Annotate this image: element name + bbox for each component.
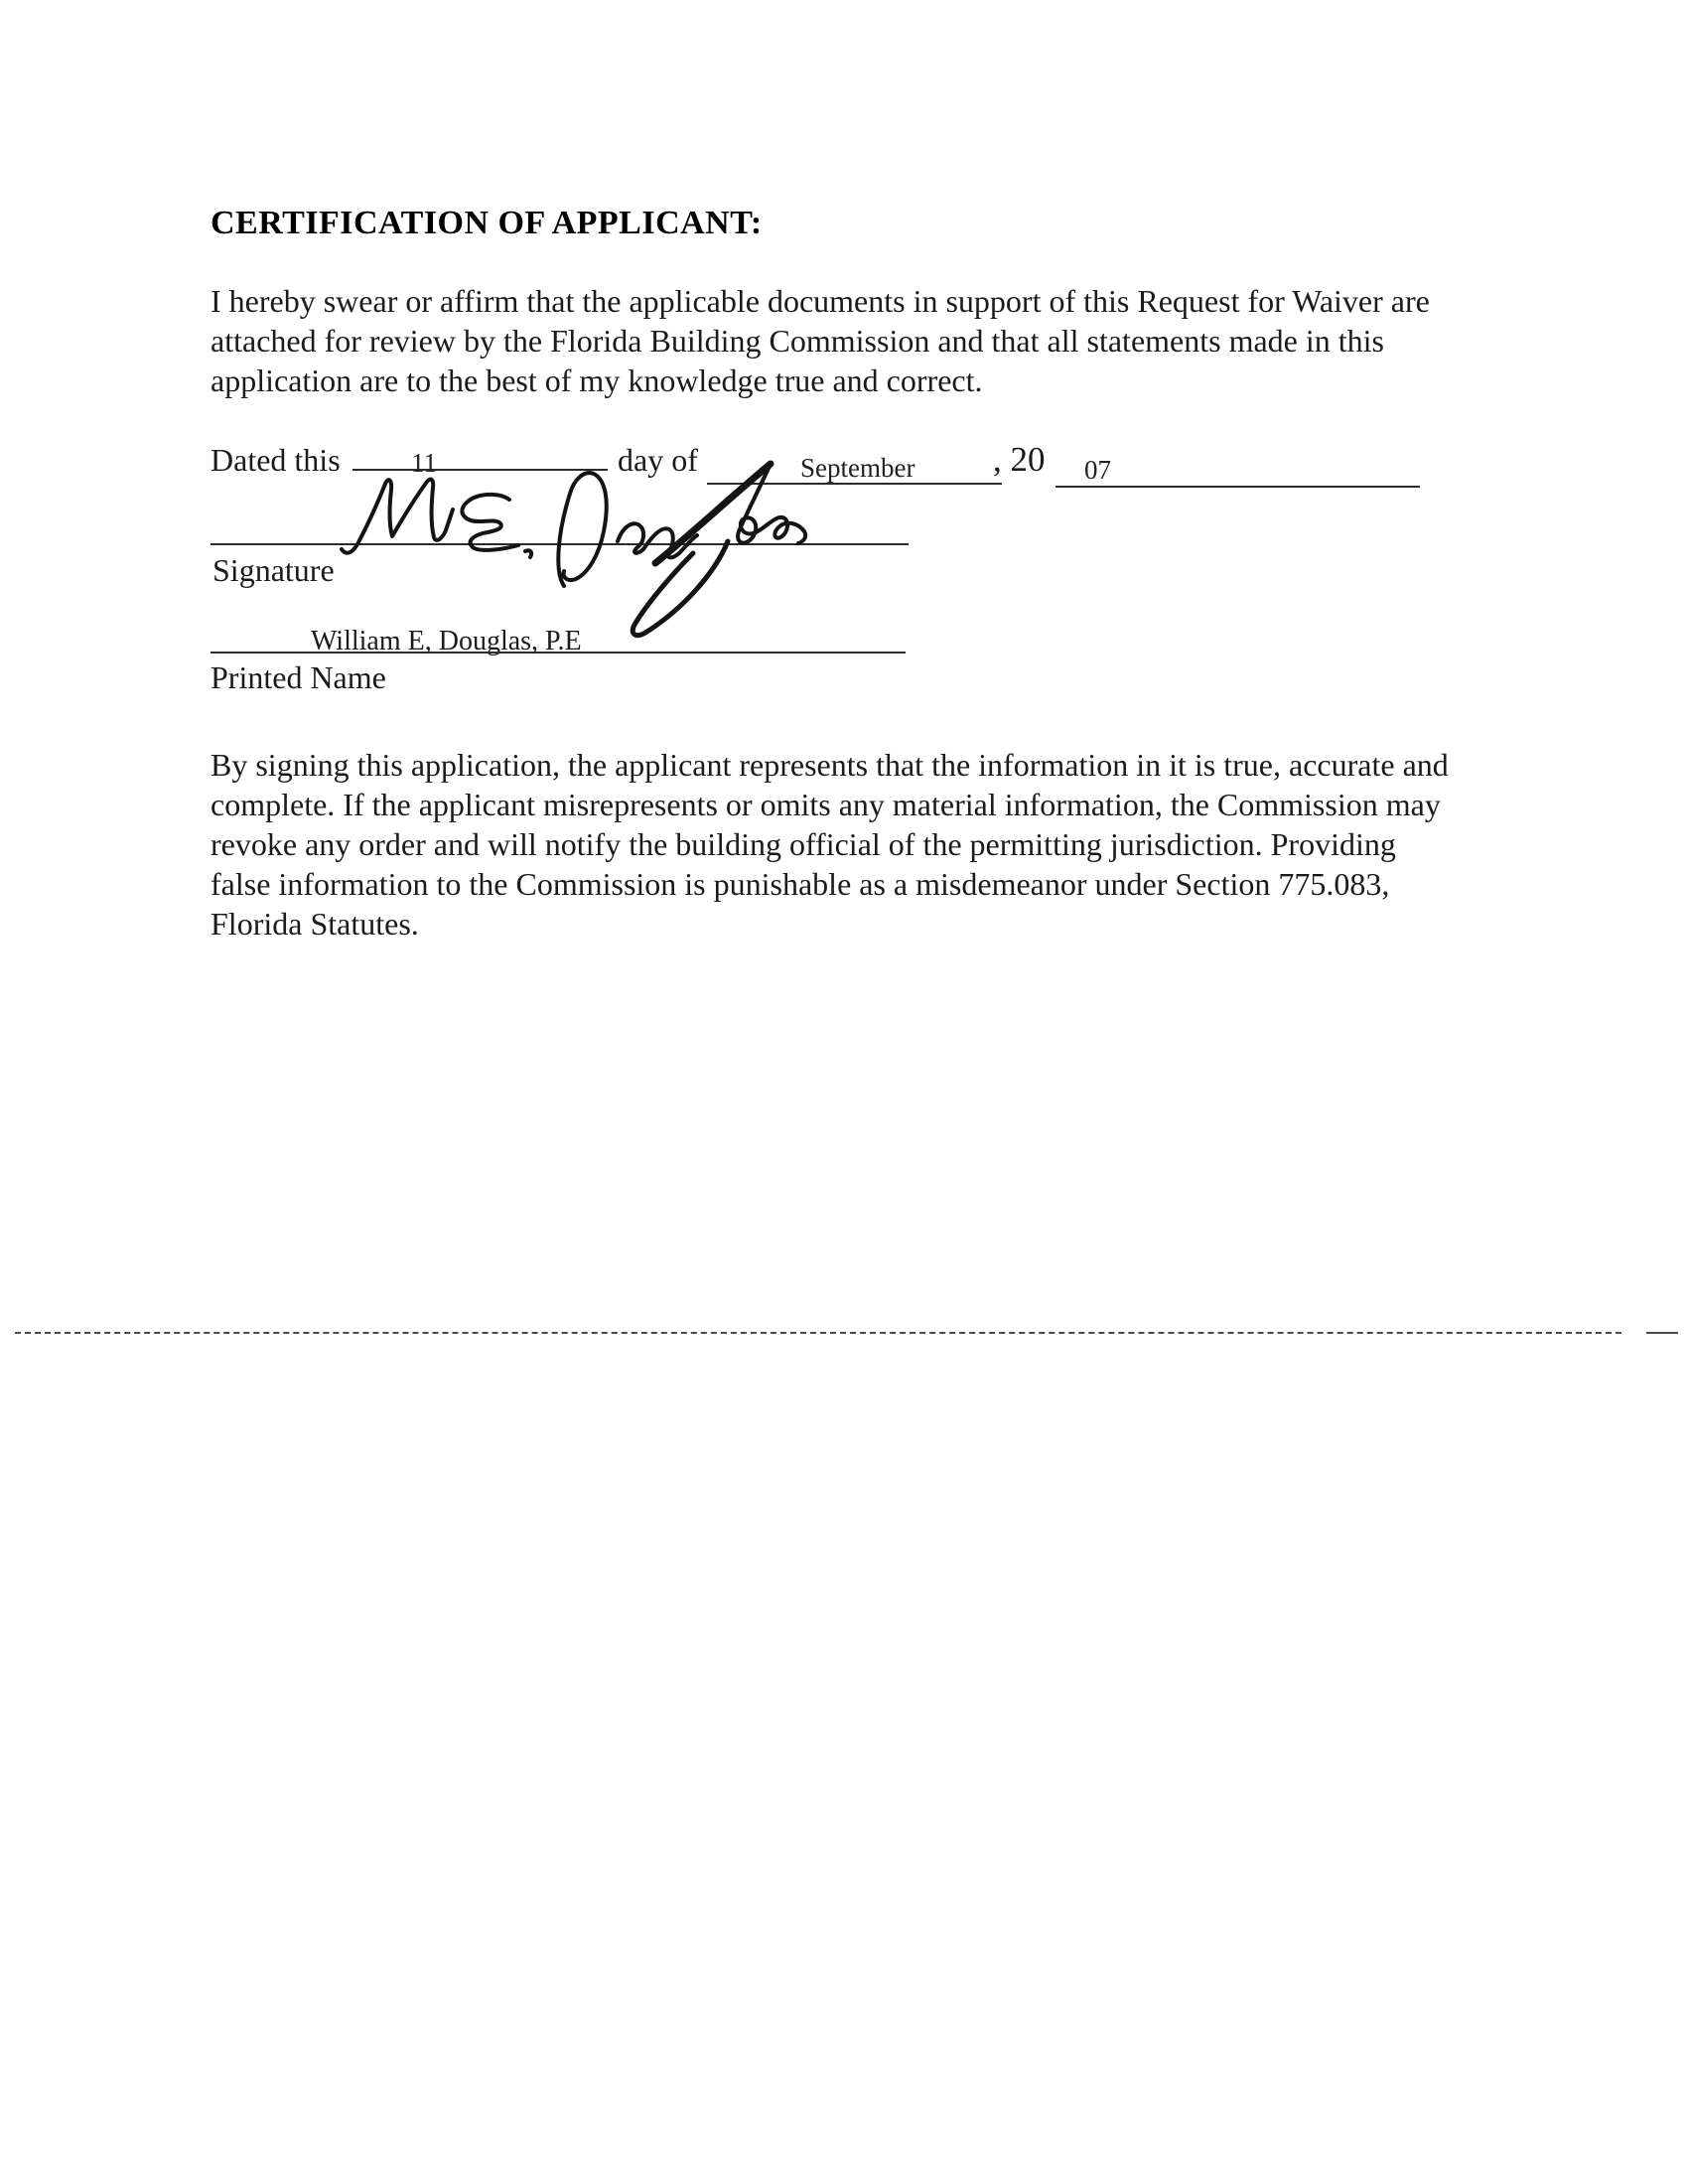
paragraph-line: application are to the best of my knowledge true and correct. <box>211 363 983 398</box>
paragraph-line: complete. If the applicant misrepresents or omits any material information, the Commission may <box>211 787 1441 822</box>
signature-label: Signature <box>212 552 335 588</box>
day-of-label: day of <box>618 442 698 478</box>
page-separator-line-end <box>1646 1332 1678 1334</box>
page-separator-line <box>15 1332 1621 1334</box>
year-value: 07 <box>1084 455 1111 485</box>
paragraph-line: Florida Statutes. <box>211 906 419 942</box>
paragraph-line: false information to the Commission is punishable as a misdemeanor under Section 775.083, <box>211 866 1390 902</box>
paragraph-line: revoke any order and will notify the building official of the permitting jurisdiction. Providing <box>211 826 1396 862</box>
paragraph-line: By signing this application, the applicant represents that the information in it is true, accurate and <box>211 747 1449 783</box>
year-blank-line <box>1055 486 1420 488</box>
month-value: September <box>800 453 915 483</box>
applicant-signature <box>298 422 814 651</box>
paragraph-line: I hereby swear or affirm that the applicable documents in support of this Request for Waiver are <box>211 283 1430 319</box>
affirmation-paragraph <box>211 281 1501 400</box>
year-prefix-label: , 20 <box>993 440 1046 479</box>
legal-paragraph <box>211 745 1501 944</box>
paragraph-line: attached for review by the Florida Building Commission and that all statements made in this <box>211 323 1384 359</box>
printed-name-label: Printed Name <box>211 659 386 695</box>
section-heading: CERTIFICATION OF APPLICANT: <box>211 205 763 241</box>
printed-name-line <box>211 652 906 654</box>
printed-name-value: William E, Douglas, P.E <box>311 626 582 656</box>
day-value: 11 <box>411 448 437 478</box>
dated-this-label: Dated this <box>211 442 341 478</box>
